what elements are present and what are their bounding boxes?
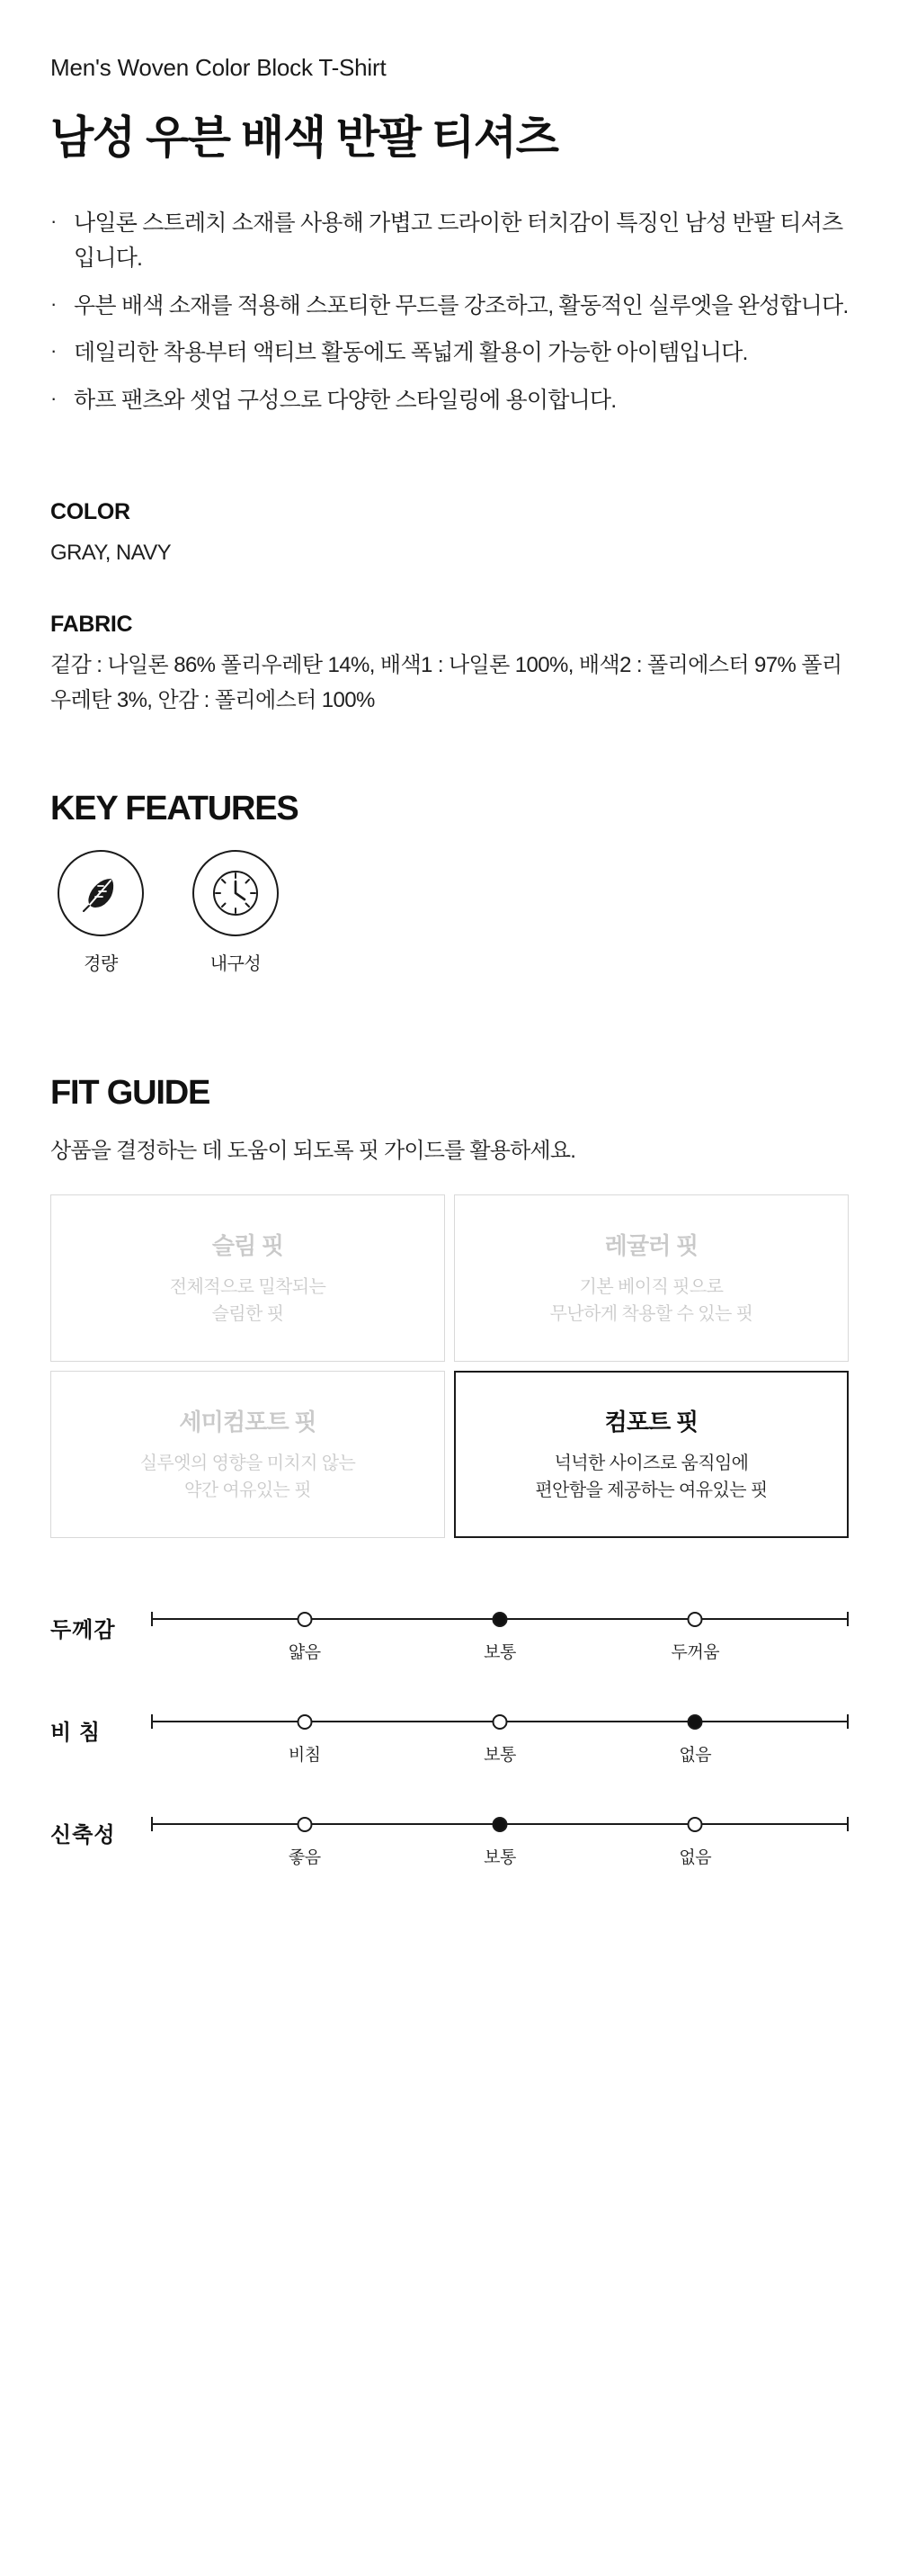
slider-option-label: 보통 bbox=[484, 1642, 516, 1662]
fit-guide-subtitle: 상품을 결정하는 데 도움이 되도록 핏 가이드를 활용하세요. bbox=[50, 1138, 576, 1163]
slider-option-label: 좋음 bbox=[288, 1847, 321, 1867]
list-item bbox=[50, 335, 849, 371]
slider-node[interactable] bbox=[688, 1612, 703, 1627]
slider-node[interactable] bbox=[297, 1612, 312, 1627]
fabric-label: FABRIC bbox=[50, 612, 133, 638]
fit-card-slim[interactable] bbox=[50, 1194, 445, 1362]
list-item bbox=[50, 206, 849, 276]
slider-node[interactable] bbox=[297, 1714, 312, 1730]
product-korean-title: 남성 우븐 배색 반팔 티셔츠 bbox=[50, 112, 558, 163]
slider-track bbox=[151, 1811, 849, 1837]
fit-card-desc: 실루엣의 영향을 미치지 않는 약간 여유있는 핏 bbox=[139, 1453, 356, 1501]
list-item bbox=[50, 383, 849, 418]
slider-elasticity bbox=[50, 1806, 849, 1867]
list-item-text: 나일론 스트레치 소재를 사용해 가볍고 드라이한 터치감이 특징인 남성 반팔 티셔츠입니다. bbox=[74, 210, 843, 271]
slider-label: 신축성 bbox=[50, 1822, 116, 1847]
product-english-title: Men's Woven Color Block T-Shirt bbox=[50, 54, 387, 81]
fit-card-name: 슬림 핏 bbox=[211, 1232, 284, 1260]
fit-card-regular[interactable] bbox=[454, 1194, 849, 1362]
fit-guide-grid bbox=[50, 1194, 849, 1538]
fit-guide-section bbox=[50, 1074, 849, 1867]
slider-option-label: 보통 bbox=[484, 1847, 516, 1867]
feather-lightweight-icon bbox=[58, 850, 144, 936]
fabric-spec-block bbox=[50, 612, 849, 718]
key-feature-label: 경량 bbox=[84, 953, 118, 974]
bullet-marker-icon: · bbox=[50, 210, 57, 232]
fit-card-name: 레귤러 핏 bbox=[604, 1232, 699, 1260]
fit-card-name: 컴포트 핏 bbox=[604, 1409, 699, 1436]
key-features-heading: KEY FEATURES bbox=[50, 789, 298, 827]
fit-attribute-sliders bbox=[50, 1601, 849, 1867]
slider-track bbox=[151, 1709, 849, 1734]
bullet-marker-icon: · bbox=[50, 339, 57, 362]
slider-node[interactable] bbox=[493, 1714, 508, 1730]
bullet-marker-icon: · bbox=[50, 387, 57, 409]
fit-card-semi-comfort[interactable] bbox=[50, 1371, 445, 1538]
slider-node-selected[interactable] bbox=[688, 1714, 703, 1730]
slider-node[interactable] bbox=[297, 1817, 312, 1832]
slider-node-selected[interactable] bbox=[493, 1817, 508, 1832]
fit-card-desc: 넉넉한 사이즈로 움직임에 편안함을 제공하는 여유있는 핏 bbox=[535, 1453, 768, 1501]
slider-option-label: 얇음 bbox=[288, 1642, 321, 1662]
list-item-text: 하프 팬츠와 셋업 구성으로 다양한 스타일링에 용이합니다. bbox=[74, 388, 617, 413]
bullet-marker-icon: · bbox=[50, 291, 57, 315]
slider-transparency bbox=[50, 1704, 849, 1765]
fit-card-desc: 전체적으로 밀착되는 슬림한 핏 bbox=[169, 1277, 326, 1325]
product-description-list bbox=[50, 206, 849, 418]
key-feature-lightweight bbox=[50, 850, 151, 975]
color-label: COLOR bbox=[50, 498, 130, 524]
slider-option-label: 없음 bbox=[679, 1745, 712, 1765]
fabric-value: 겉감 : 나일론 86% 폴리우레탄 14%, 배색1 : 나일론 100%, 배색2 : 폴리에스터 97% 폴리우레탄 3%, 안감 : 폴리에스터 100% bbox=[50, 653, 842, 712]
key-feature-durability bbox=[185, 850, 286, 975]
color-value: GRAY, NAVY bbox=[50, 540, 172, 565]
slider-cap-right bbox=[847, 1817, 849, 1831]
slider-label: 비 침 bbox=[50, 1720, 102, 1745]
list-item-text: 우븐 배색 소재를 적용해 스포티한 무드를 강조하고, 활동적인 실루엣을 완성합니다. bbox=[74, 292, 849, 318]
key-features-list bbox=[50, 850, 849, 975]
list-item bbox=[50, 289, 849, 324]
fit-card-desc: 기본 베이직 핏으로 무난하게 착용할 수 있는 핏 bbox=[549, 1277, 753, 1325]
slider-option-label: 비침 bbox=[288, 1745, 321, 1765]
slider-option-label: 두꺼움 bbox=[671, 1642, 720, 1662]
slider-cap-left bbox=[151, 1714, 153, 1729]
list-item-text: 데일리한 착용부터 액티브 활동에도 폭넓게 활용이 가능한 아이템입니다. bbox=[74, 340, 748, 366]
key-features-section bbox=[50, 790, 849, 975]
slider-track bbox=[151, 1606, 849, 1632]
slider-option-label: 없음 bbox=[679, 1847, 712, 1867]
fit-card-comfort[interactable] bbox=[454, 1371, 849, 1538]
slider-label: 두께감 bbox=[50, 1617, 116, 1642]
slider-thickness bbox=[50, 1601, 849, 1662]
fit-guide-heading: FIT GUIDE bbox=[50, 1073, 210, 1112]
clock-durability-icon bbox=[192, 850, 279, 936]
slider-node[interactable] bbox=[688, 1817, 703, 1832]
color-spec-block bbox=[50, 499, 849, 570]
slider-cap-left bbox=[151, 1612, 153, 1626]
slider-cap-right bbox=[847, 1714, 849, 1729]
slider-cap-left bbox=[151, 1817, 153, 1831]
slider-node-selected[interactable] bbox=[493, 1612, 508, 1627]
slider-cap-right bbox=[847, 1612, 849, 1626]
slider-option-label: 보통 bbox=[484, 1745, 516, 1765]
key-feature-label: 내구성 bbox=[209, 953, 262, 974]
fit-card-name: 세미컴포트 핏 bbox=[179, 1409, 316, 1436]
